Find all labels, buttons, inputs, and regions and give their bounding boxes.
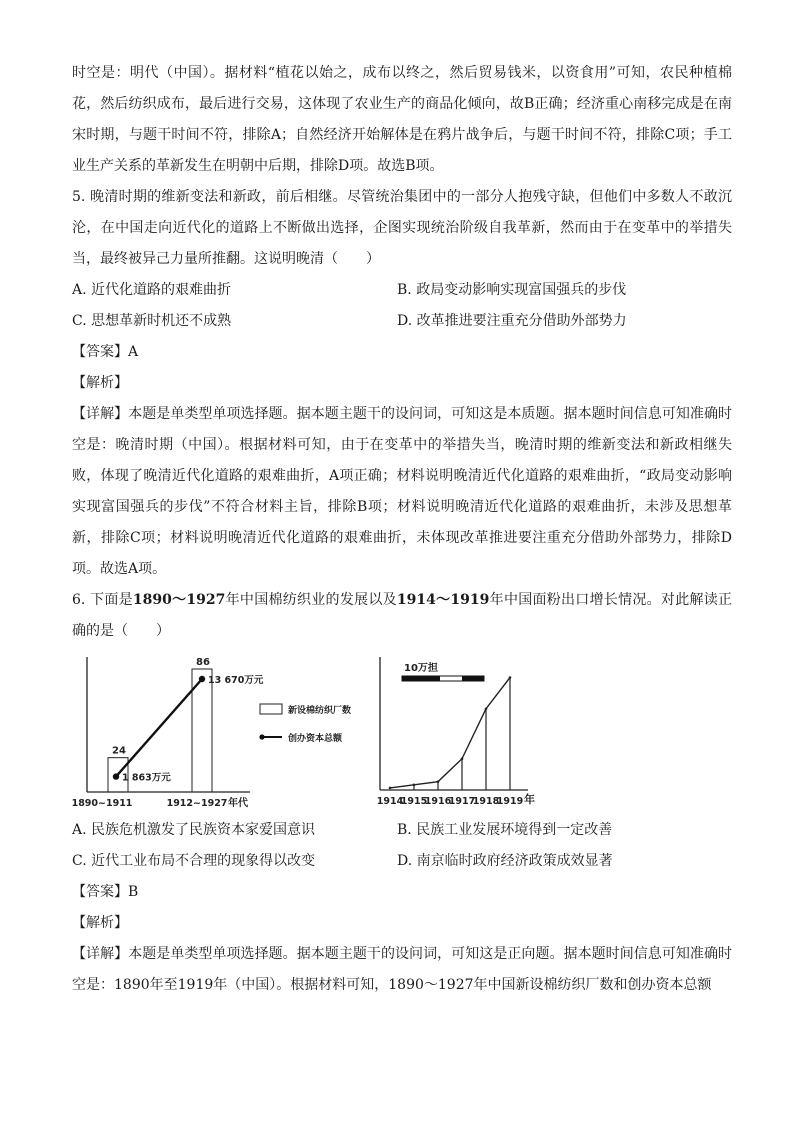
answer-value: B <box>128 884 139 900</box>
x-tick-label-1918: 1918 <box>472 796 500 807</box>
x-tick-label-2: 1912~1927 <box>166 798 228 809</box>
q5-option-b: B. 政局变动影响实现富国强兵的步伐 <box>397 282 627 298</box>
capital-value-label-2: 13 670万元 <box>208 675 264 686</box>
flour-point-1916 <box>437 780 440 783</box>
answer-value: A <box>128 344 139 360</box>
q5-option-a: A. 近代化道路的艰难曲折 <box>72 282 232 298</box>
scale-label: 10万担 <box>404 663 438 674</box>
x-tick-label-1919: 1919 <box>496 796 524 807</box>
q5-option-c: C. 思想革新时机还不成熟 <box>72 313 232 329</box>
question-5-stem: 5. 晚清时期的维新变法和新政，前后相继。尽管统治集团中的一部分人抱残守缺，但他们中多数人不敢沉沦，在中国走向近代化的道路上不断做出选择，企图实现统治阶级自我革新，然而由于在变革中的举措失当，最终被异己力量所推翻。这说明晚清（ ） <box>72 189 732 267</box>
q5-option-d: D. 改革推进要注重充分借助外部势力 <box>397 313 627 329</box>
q6-options-row-2 <box>72 846 732 877</box>
scale-bar-fill-right <box>462 676 484 681</box>
bar-value-label-1: 24 <box>112 745 126 757</box>
detail-text: 本题是单类型单项选择题。据本题主题干的设问词，可知这是正向题。据本题时间信息可知准确时空是：1890年至1919年（中国）。根据材料可知，1890～1927年中国新设棉纺织厂数和创办资本总额 <box>72 946 733 993</box>
x-axis-title: 年 <box>524 793 535 806</box>
figures-row <box>72 651 732 809</box>
answer-label: 【答案】 <box>72 884 128 900</box>
q5-analysis-label: 【解析】 <box>72 375 128 391</box>
x-tick-label-1915: 1915 <box>400 796 428 807</box>
x-tick-label-1916: 1916 <box>424 796 452 807</box>
intro-paragraph: 时空是：明代（中国）。据材料“植花以始之，成布以终之，然后贸易钱米，以资食用”可知，农民种植棉花，然后纺织成布，最后进行交易，这体现了农业生产的商品化倾向，故B正确；经济重心南移完成是在南宋时期，与题干时间不符，排除A；自然经济开始解体是在鸦片战争后，与题干时间不符，排除C项；手工业生产关系的革新发生在明朝中后期，排除D项。故选B项。 <box>72 65 732 174</box>
detail-label: 【详解】 <box>72 946 129 962</box>
scale-bar-fill-left <box>402 676 440 681</box>
detail-label: 【详解】 <box>72 406 129 422</box>
capital-value-label-1: 1 863万元 <box>122 772 171 784</box>
legend-line-marker <box>259 734 264 739</box>
cotton-chart <box>72 651 372 809</box>
answer-label: 【答案】 <box>72 344 128 360</box>
q6-option-c: C. 近代工业布局不合理的现象得以改变 <box>72 853 316 869</box>
q5-options-row-2 <box>72 306 732 337</box>
q6-option-a: A. 民族危机激发了民族资本家爱国意识 <box>72 822 316 838</box>
q6-answer <box>72 877 732 908</box>
q6-analysis-label: 【解析】 <box>72 915 128 931</box>
flour-chart <box>370 651 560 809</box>
q5-detail <box>72 399 732 585</box>
bar-value-label-2: 86 <box>196 657 210 668</box>
capital-point-2 <box>199 676 205 682</box>
flour-point-1915 <box>413 783 416 786</box>
x-tick-label-1: 1890~1911 <box>72 798 133 809</box>
q5-options-row-1 <box>72 275 732 306</box>
document-page <box>72 58 732 1001</box>
capital-series-line <box>116 679 202 777</box>
q5-answer <box>72 337 732 368</box>
flour-point-1917 <box>461 757 464 760</box>
q6-detail <box>72 939 732 1001</box>
flour-point-1919 <box>509 676 512 679</box>
capital-point-1 <box>113 773 119 779</box>
detail-text: 本题是单类型单项选择题。据本题主题干的设问词，可知这是本质题。据本题时间信息可知准确时空是：晚清时期（中国）。根据材料可知，由于在变革中的举措失当，晚清时期的维新变法和新政相继失败，体现了晚清近代化道路的艰难曲折，A项正确；材料说明晚清近代化道路的艰难曲折，“政局变动影响实现富国强兵的步伐”不符合材料主旨，排除B项；材料说明晚清近代化道路的艰难曲折，未涉及思想革新，排除C项；材料说明晚清近代化道路的艰难曲折，未体现改革推进要注重充分借助外部势力，排除D项。故选A项。 <box>72 406 733 577</box>
flour-series-line <box>390 678 510 788</box>
legend-bar-label: 新设棉纺织厂数 <box>288 706 352 716</box>
x-tick-label-1914: 1914 <box>376 796 404 807</box>
legend-bar-swatch <box>260 704 282 714</box>
flour-point-1918 <box>485 707 488 710</box>
flour-point-1914 <box>389 787 392 790</box>
q6-option-d: D. 南京临时政府经济政策成效显著 <box>397 853 613 869</box>
x-axis-title: 年代 <box>228 798 248 809</box>
q6-option-b: B. 民族工业发展环境得到一定改善 <box>397 822 613 838</box>
x-tick-label-1917: 1917 <box>448 796 476 807</box>
question-6-stem: 6. 下面是1890～1927年中国棉纺织业的发展以及1914～1919年中国面粉出口增长情况。对此解读正确的是（ ） <box>72 592 733 639</box>
q6-options-row-1 <box>72 815 732 846</box>
legend-line-label: 创办资本总额 <box>288 734 343 744</box>
